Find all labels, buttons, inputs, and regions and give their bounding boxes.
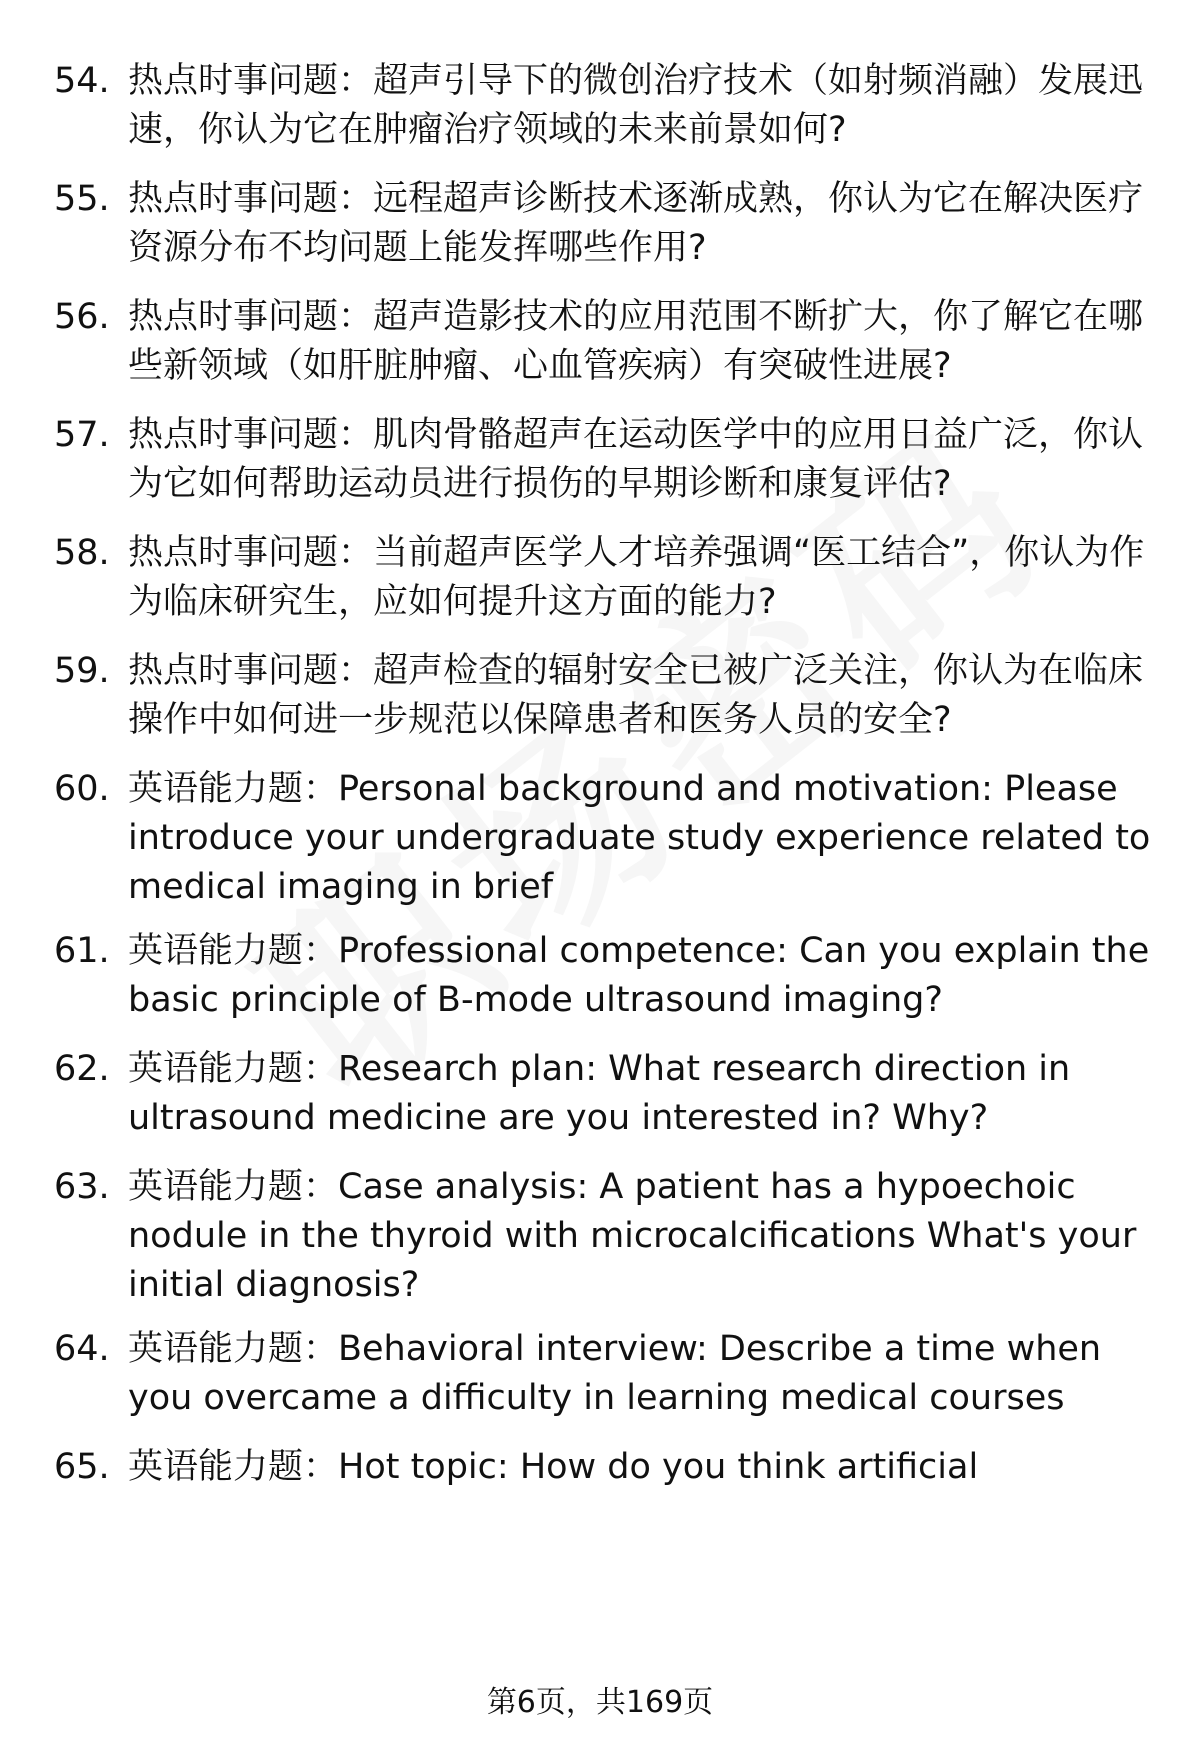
question-text: 英语能力题：Professional competence: Can you explain the basic principle of B-mode ultrasound imaging? [128,931,1150,1020]
question-number: 60. [54,769,110,809]
question-number: 57. [54,415,110,455]
question-item [54,765,1154,912]
question-number: 59. [54,651,110,691]
question-number: 55. [54,179,110,219]
question-item [54,647,1154,745]
question-number: 58. [54,533,110,573]
question-item [54,529,1154,627]
question-number: 63. [54,1167,110,1207]
question-number: 64. [54,1329,110,1369]
question-item [54,57,1154,155]
question-item [54,1163,1154,1310]
question-text: 热点时事问题：当前超声医学人才培养强调“医工结合”，你认为作为临床研究生，应如何提升这方面的能力? [128,533,1145,622]
question-item [54,1443,1154,1492]
question-item [54,1045,1154,1143]
page-number-label: 第6页，共169页 [486,1685,714,1720]
question-text: 热点时事问题：超声检查的辐射安全已被广泛关注，你认为在临床操作中如何进一步规范以保障患者和医务人员的安全? [128,651,1144,740]
question-item [54,411,1154,509]
question-text: 热点时事问题：超声引导下的微创治疗技术（如射频消融）发展迅速，你认为它在肿瘤治疗领域的未来前景如何? [128,61,1144,150]
question-text: 英语能力题：Hot topic: How do you think artificial [128,1447,979,1487]
question-item [54,1325,1154,1423]
question-text: 英语能力题：Case analysis: A patient has a hypoechoic nodule in the thyroid with microcalcifications What's your initial diagnosis? [128,1167,1137,1305]
question-text: 英语能力题：Behavioral interview: Describe a time when you overcame a difficulty in learning medical courses [128,1329,1102,1418]
question-item [54,175,1154,273]
question-number: 56. [54,297,110,337]
question-text: 热点时事问题：超声造影技术的应用范围不断扩大，你了解它在哪些新领域（如肝脏肿瘤、心血管疾病）有突破性进展? [128,297,1144,386]
question-item [54,927,1154,1025]
question-text: 英语能力题：Personal background and motivation: Please introduce your undergraduate study experience related to medical imaging in brief [128,769,1151,907]
question-number: 62. [54,1049,110,1089]
question-number: 65. [54,1447,110,1487]
question-number: 61. [54,931,110,971]
question-number: 54. [54,61,110,101]
question-text: 热点时事问题：远程超声诊断技术逐渐成熟，你认为它在解决医疗资源分布不均问题上能发挥哪些作用? [128,179,1144,268]
page-footer [0,1682,1200,1724]
question-item [54,293,1154,391]
question-text: 热点时事问题：肌肉骨骼超声在运动医学中的应用日益广泛，你认为它如何帮助运动员进行损伤的早期诊断和康复评估? [128,415,1144,504]
question-text: 英语能力题：Research plan: What research direction in ultrasound medicine are you interested in? Why? [128,1049,1071,1138]
